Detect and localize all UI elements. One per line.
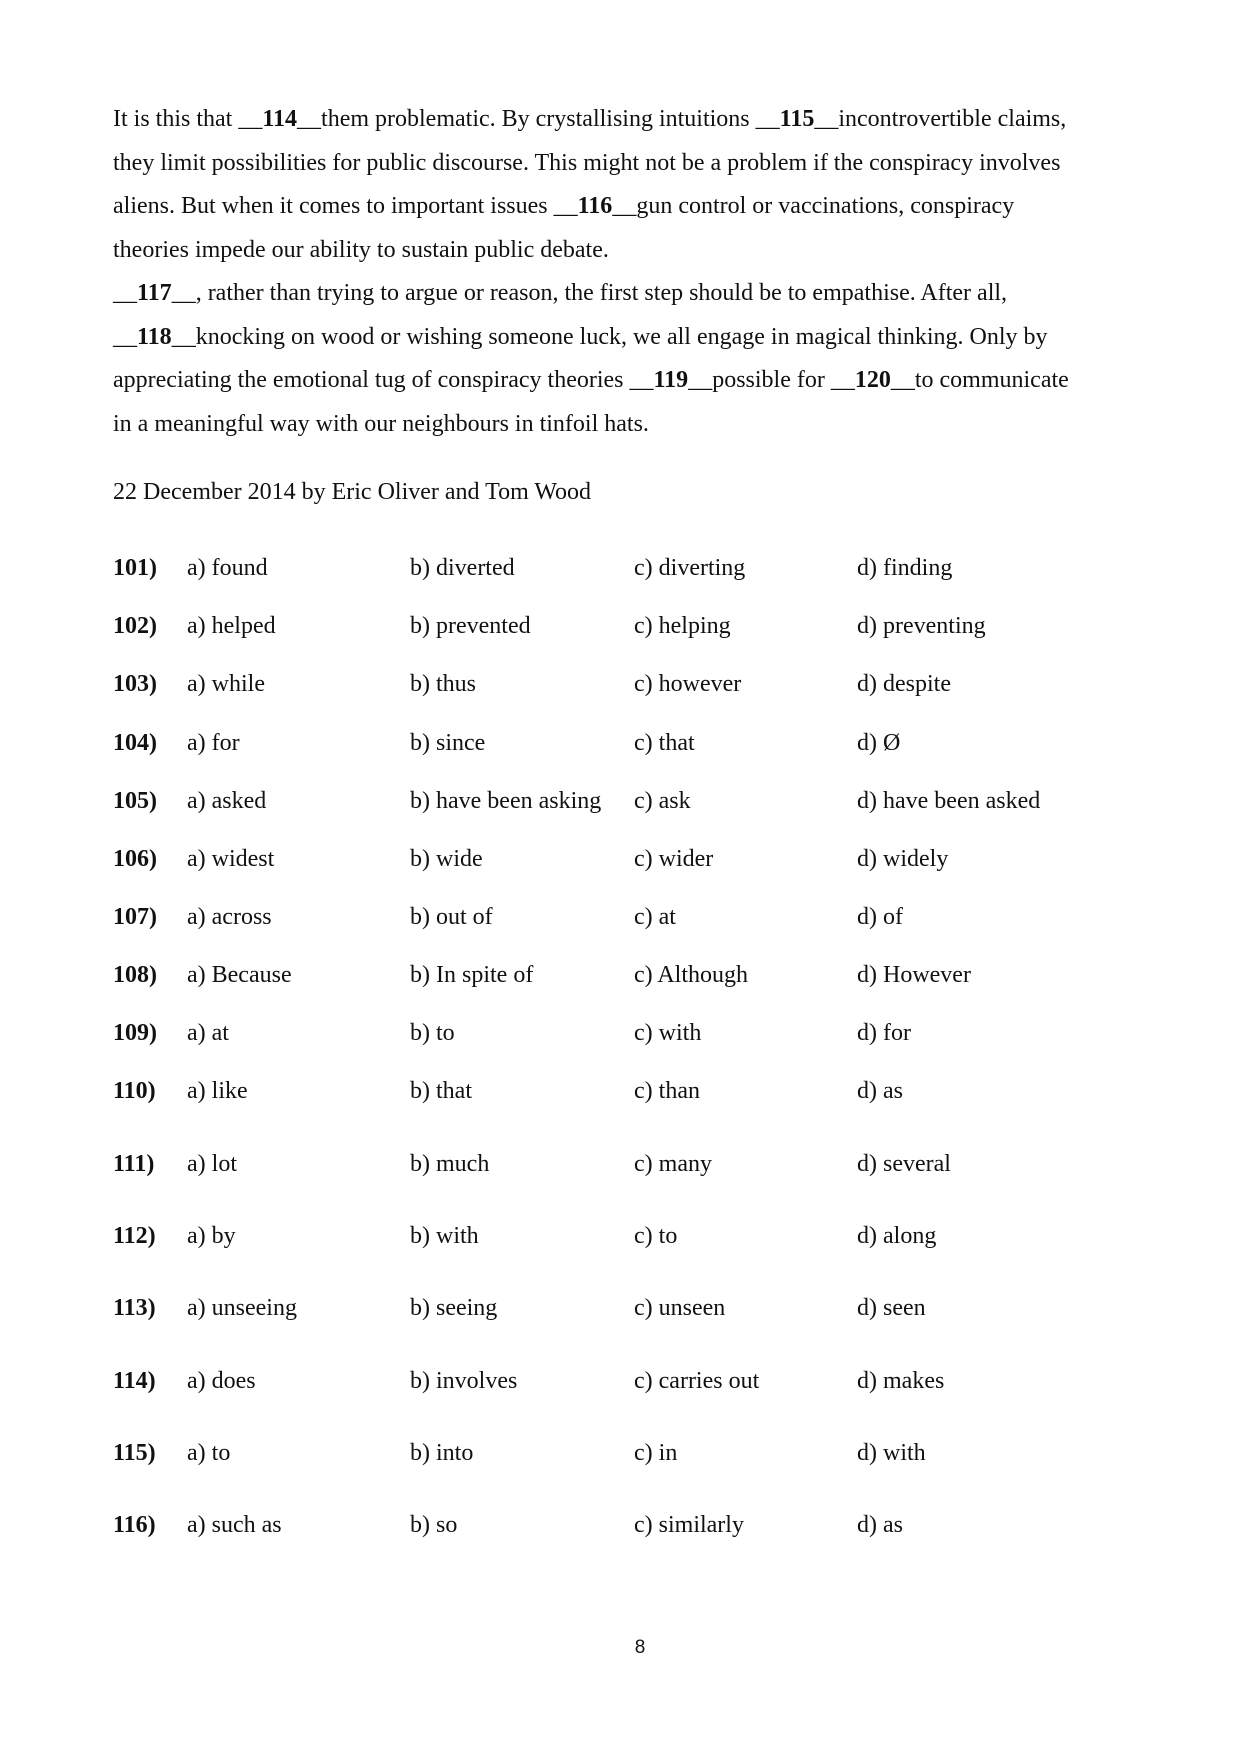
passage-text: to communicate — [914, 367, 1069, 393]
option-c: c) ask — [634, 788, 691, 814]
passage-line — [113, 185, 1133, 229]
question-number: 114) — [113, 1368, 156, 1394]
blank-118: __118__ — [113, 323, 196, 350]
question-number: 103) — [113, 671, 157, 697]
option-c: c) helping — [634, 613, 731, 639]
question-number: 105) — [113, 788, 157, 814]
question-row-107 — [113, 901, 1133, 933]
option-a: a) Because — [187, 962, 292, 988]
option-c: c) with — [634, 1020, 702, 1046]
option-c: c) carries out — [634, 1368, 760, 1394]
passage-line: theories impede our ability to sustain public debate. — [113, 236, 609, 263]
option-d: d) several — [857, 1151, 951, 1177]
option-d: d) makes — [857, 1368, 945, 1394]
passage-text: them problematic. By crystallising intuitions — [321, 106, 756, 132]
blank-120: __120__ — [830, 367, 915, 393]
passage-line: in a meaningful way with our neighbours in tinfoil hats. — [113, 410, 649, 437]
option-c: c) wider — [634, 846, 714, 872]
question-number: 110) — [113, 1078, 156, 1104]
option-a: a) by — [187, 1223, 236, 1249]
passage-text: It is this that — [113, 106, 239, 132]
option-d: d) Ø — [857, 730, 901, 756]
option-b: b) with — [410, 1223, 479, 1249]
option-a: a) asked — [187, 788, 267, 814]
option-c: c) to — [634, 1223, 678, 1249]
option-d: d) along — [857, 1223, 937, 1249]
question-number: 116) — [113, 1512, 156, 1538]
option-a: a) widest — [187, 846, 275, 872]
option-a: a) lot — [187, 1151, 237, 1177]
question-row-105 — [113, 785, 1133, 817]
blank-114: __114__ — [238, 106, 322, 132]
question-row-112 — [113, 1220, 1133, 1252]
option-a: a) helped — [187, 613, 276, 639]
question-number: 102) — [113, 613, 157, 639]
option-a: a) while — [187, 671, 265, 697]
passage-text: knocking on wood or wishing someone luck, we all engage in magical thinking. Only by — [195, 323, 1048, 350]
option-d: d) However — [857, 962, 971, 988]
option-d: d) preventing — [857, 613, 986, 639]
option-b: b) out of — [410, 904, 493, 930]
blank-119: __119__ — [629, 367, 713, 393]
question-row-114 — [113, 1365, 1133, 1397]
option-b: b) involves — [410, 1368, 518, 1394]
passage-text: aliens. But when it comes to important issues — [113, 193, 554, 219]
question-row-116 — [113, 1509, 1133, 1541]
passage-line: they limit possibilities for public discourse. This might not be a problem if the conspiracy involves — [113, 149, 1061, 176]
question-row-111 — [113, 1148, 1133, 1180]
option-c: c) similarly — [634, 1512, 744, 1538]
question-number: 104) — [113, 730, 157, 756]
question-number: 109) — [113, 1020, 157, 1046]
option-a: a) at — [187, 1020, 229, 1046]
option-d: d) with — [857, 1440, 926, 1466]
option-c: c) in — [634, 1440, 678, 1466]
option-b: b) so — [410, 1512, 458, 1538]
option-d: d) of — [857, 904, 903, 930]
question-number: 111) — [113, 1151, 155, 1177]
option-b: b) into — [410, 1440, 474, 1466]
option-a: a) across — [187, 904, 272, 930]
option-b: b) diverted — [410, 555, 515, 581]
option-c: c) at — [634, 904, 676, 930]
question-row-110 — [113, 1075, 1133, 1107]
option-b: b) that — [410, 1078, 472, 1104]
byline: 22 December 2014 by Eric Oliver and Tom Wood — [113, 479, 592, 505]
option-d: d) widely — [857, 846, 949, 872]
option-c: c) that — [634, 730, 695, 756]
option-b: b) to — [410, 1020, 455, 1046]
question-number: 101) — [113, 555, 157, 581]
question-number: 115) — [113, 1440, 156, 1466]
option-a: a) does — [187, 1368, 256, 1394]
question-row-101 — [113, 552, 1133, 584]
passage-text: appreciating the emotional tug of conspiracy theories — [113, 367, 630, 393]
option-a: a) found — [187, 555, 268, 581]
option-c: c) many — [634, 1151, 712, 1177]
passage-line — [113, 272, 1133, 316]
option-b: b) seeing — [410, 1295, 498, 1321]
question-row-108 — [113, 959, 1133, 991]
question-number: 106) — [113, 846, 157, 872]
option-b: b) have been asking — [410, 788, 602, 814]
option-d: d) despite — [857, 671, 951, 697]
question-number: 113) — [113, 1295, 156, 1321]
passage — [113, 98, 1133, 446]
option-b: b) much — [410, 1151, 490, 1177]
blank-116: __116__ — [553, 193, 637, 219]
option-a: a) to — [187, 1440, 231, 1466]
option-c: c) than — [634, 1078, 700, 1104]
page-number: 8 — [634, 1637, 646, 1658]
blank-115: __115__ — [755, 106, 839, 132]
question-row-115 — [113, 1437, 1133, 1469]
question-row-113 — [113, 1292, 1133, 1324]
option-b: b) thus — [410, 671, 476, 697]
option-b: b) wide — [410, 846, 483, 872]
option-d: d) have been asked — [857, 788, 1041, 814]
option-c: c) Although — [634, 962, 748, 988]
passage-line — [113, 98, 1133, 142]
question-row-106 — [113, 843, 1133, 875]
passage-line — [113, 316, 1133, 360]
option-d: d) as — [857, 1512, 903, 1538]
question-number: 108) — [113, 962, 157, 988]
option-d: d) seen — [857, 1295, 926, 1321]
question-row-104 — [113, 727, 1133, 759]
blank-117: __117__ — [113, 280, 196, 306]
option-a: a) like — [187, 1078, 248, 1104]
option-d: d) as — [857, 1078, 903, 1104]
question-number: 107) — [113, 904, 157, 930]
option-c: c) diverting — [634, 555, 746, 581]
question-row-102 — [113, 610, 1133, 642]
option-d: d) for — [857, 1020, 911, 1046]
option-b: b) since — [410, 730, 486, 756]
passage-line — [113, 359, 1133, 403]
option-b: b) In spite of — [410, 962, 534, 988]
passage-text: gun control or vaccinations, conspiracy — [636, 193, 1015, 219]
option-d: d) finding — [857, 555, 953, 581]
option-b: b) prevented — [410, 613, 531, 639]
question-number: 112) — [113, 1223, 156, 1249]
passage-text: incontrovertible claims, — [838, 106, 1067, 132]
option-a: a) unseeing — [187, 1295, 297, 1321]
option-a: a) such as — [187, 1512, 282, 1538]
option-a: a) for — [187, 730, 240, 756]
option-c: c) unseen — [634, 1295, 726, 1321]
passage-text: possible for — [712, 367, 831, 393]
passage-text: , rather than trying to argue or reason, the first step should be to empathise. After all, — [195, 280, 1008, 306]
question-row-109 — [113, 1017, 1133, 1049]
question-row-103 — [113, 668, 1133, 700]
option-c: c) however — [634, 671, 742, 697]
